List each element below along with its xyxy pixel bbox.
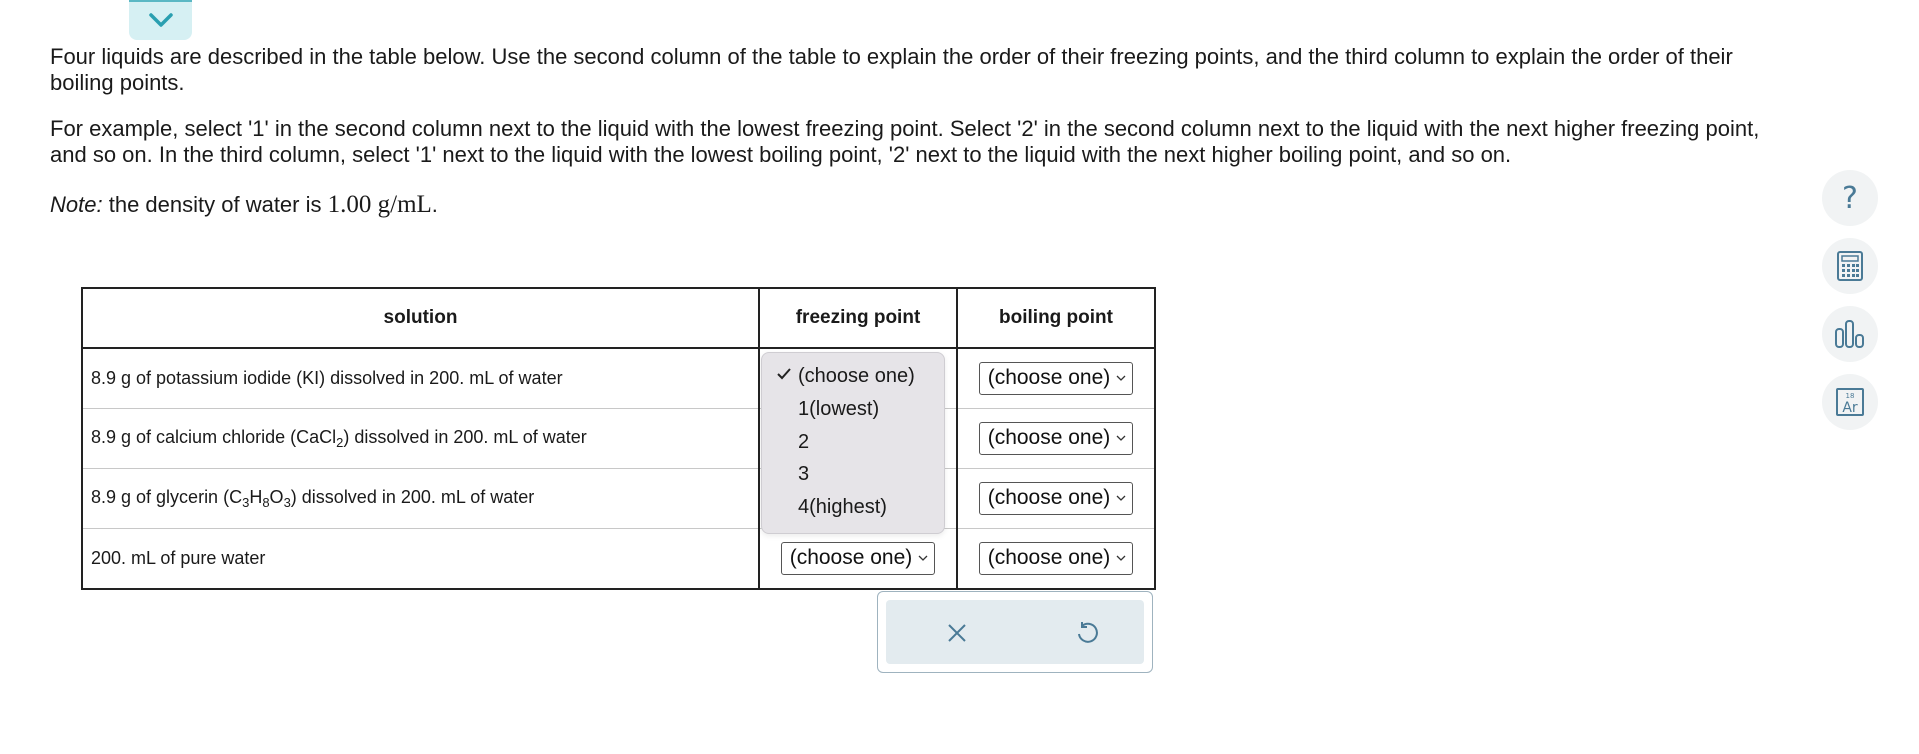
select-value: (choose one) (987, 366, 1111, 389)
solution-cell-cacl2 (82, 409, 759, 469)
subscript: 8 (262, 495, 270, 510)
solution-text-end: ) dissolved in 200. mL of water (343, 427, 587, 447)
dropdown-option-2[interactable]: 2 (798, 431, 810, 453)
solution-text: H (249, 487, 263, 507)
solution-cell-ki (82, 348, 759, 409)
clear-button[interactable] (942, 618, 972, 648)
answer-action-panel (877, 591, 1153, 673)
chevron-down-icon (918, 553, 928, 563)
boiling-point-cell (957, 409, 1155, 469)
chevron-down-icon (148, 12, 174, 28)
dropdown-option-4-highest[interactable]: 4(highest) (798, 496, 887, 518)
select-value: (choose one) (987, 486, 1111, 509)
close-icon (945, 621, 969, 645)
note-density-value: 1.00 g/mL (327, 191, 432, 218)
solution-text: O (269, 487, 284, 507)
table-header-row (82, 288, 1155, 348)
header-solution: solution (82, 288, 759, 348)
dropdown-option-3[interactable]: 3 (798, 463, 810, 485)
solution-cell-water (82, 529, 759, 590)
select-value: (choose one) (789, 546, 913, 569)
collapse-tab-accent (129, 0, 192, 2)
liquids-table (81, 287, 1156, 590)
freezing-point-dropdown-menu (761, 352, 945, 534)
select-value: (choose one) (987, 546, 1111, 569)
chevron-down-icon (1116, 493, 1126, 503)
instructions-paragraph-2: For example, select '1' in the second column next to the liquid with the lowest freezing point. Select '2' in the second column next to the liquid with the next higher freezing point, and so on. In the third column, select '1' next to the liquid with the lowest boiling point, '2' next to the liquid with the next higher boiling point, and so on. (50, 116, 1760, 167)
help-icon: ? (1842, 180, 1858, 216)
chevron-down-icon (1116, 373, 1126, 383)
density-note (50, 192, 1790, 218)
svg-text:Ar: Ar (1842, 400, 1858, 416)
boiling-point-select-3[interactable] (979, 482, 1134, 515)
solution-text: 8.9 g of calcium chloride (CaCl (91, 427, 337, 447)
calculator-button[interactable] (1822, 238, 1878, 294)
instructions-paragraph-1: Four liquids are described in the table below. Use the second column of the table to explain the order of their freezing points, and the third column to explain the order of their boiling points. (50, 44, 1733, 95)
header-freezing-point: freezing point (759, 288, 957, 348)
boiling-point-select-4[interactable] (979, 542, 1134, 575)
note-label: Note: (50, 192, 103, 217)
periodic-table-button[interactable] (1822, 374, 1878, 430)
boiling-point-cell (957, 529, 1155, 590)
dropdown-option-1-lowest[interactable]: 1(lowest) (798, 398, 880, 420)
solution-text: 8.9 g of potassium iodide (KI) dissolved in 200. mL of water (91, 368, 563, 388)
chevron-down-icon (1116, 433, 1126, 443)
solution-text-end: ) dissolved in 200. mL of water (290, 487, 535, 507)
calculator-icon (1836, 251, 1864, 281)
collapse-toggle-button[interactable] (129, 0, 192, 40)
undo-button[interactable] (1072, 618, 1102, 648)
chevron-down-icon (1116, 553, 1126, 563)
undo-icon (1074, 620, 1100, 646)
data-chart-button[interactable] (1822, 306, 1878, 362)
header-boiling-point: boiling point (957, 288, 1155, 348)
boiling-point-select-1[interactable] (979, 362, 1134, 395)
freezing-point-select-4[interactable] (781, 542, 936, 575)
freezing-point-cell (759, 529, 957, 590)
periodic-table-icon (1835, 387, 1865, 417)
select-value: (choose one) (987, 426, 1111, 449)
note-text: the density of water is (108, 192, 322, 217)
table-row (82, 348, 1155, 409)
boiling-point-select-2[interactable] (979, 422, 1134, 455)
subscript: 2 (336, 435, 344, 450)
solution-cell-glycerin (82, 469, 759, 529)
subscript: 3 (283, 495, 291, 510)
table-row (82, 409, 1155, 469)
checkmark-icon (776, 367, 792, 381)
table-row (82, 469, 1155, 529)
question-instructions (50, 44, 1790, 238)
help-button[interactable] (1822, 170, 1878, 226)
dropdown-option-choose-one[interactable]: (choose one) (798, 365, 915, 387)
bar-chart-icon (1834, 319, 1866, 349)
svg-text:18: 18 (1845, 392, 1855, 400)
boiling-point-cell (957, 469, 1155, 529)
solution-text: 8.9 g of glycerin (C (91, 487, 243, 507)
boiling-point-cell (957, 348, 1155, 409)
action-panel-inner (886, 600, 1144, 664)
subscript: 3 (242, 495, 250, 510)
table-row (82, 529, 1155, 590)
solution-text: 200. mL of pure water (91, 548, 266, 568)
note-end: . (431, 192, 438, 217)
